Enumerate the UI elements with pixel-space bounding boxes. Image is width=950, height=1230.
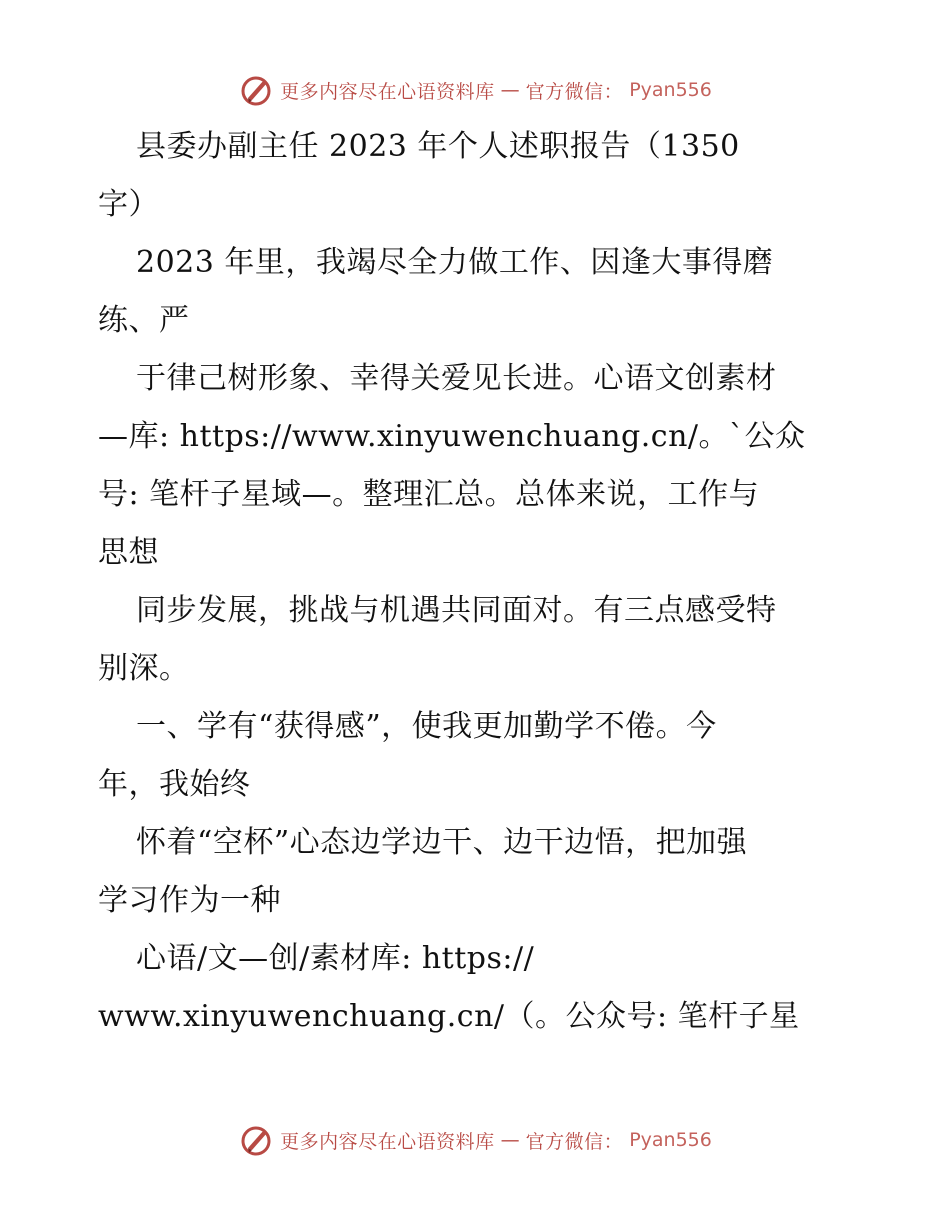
paragraph-line: 心语/文—创/素材库: https:// xyxy=(136,941,535,976)
banner-wechat-id: Pyan556 xyxy=(629,79,712,101)
banner-text: 更多内容尽在心语资料库 xyxy=(280,1130,495,1153)
paragraph-line: 练、严 xyxy=(98,303,190,338)
banner-wechat-label: 官方微信： xyxy=(525,80,624,103)
paragraph-line: 思想 xyxy=(98,535,159,570)
document-title-line: 县委办副主任 2023 年个人述职报告（1350 xyxy=(136,129,740,164)
banner-wechat-label: 官方微信： xyxy=(525,1130,624,1153)
section-heading-line: 一、学有“获得感”，使我更加勤学不倦。今 xyxy=(136,709,717,744)
banner-text: 更多内容尽在心语资料库 xyxy=(280,80,495,103)
banner-separator: — xyxy=(500,79,520,101)
paragraph-line: —库: https://www.xinyuwenchuang.cn/。`公众 xyxy=(98,419,806,454)
paragraph-line: www.xinyuwenchuang.cn/（。公众号: 笔杆子星 xyxy=(98,999,800,1034)
document-body xyxy=(98,118,858,1046)
header-banner xyxy=(0,70,950,110)
footer-banner xyxy=(0,1120,950,1160)
banner-wechat-id: Pyan556 xyxy=(629,1129,712,1151)
paragraph-line: 别深。 xyxy=(98,651,190,686)
quill-logo-icon xyxy=(238,1122,274,1158)
paragraph-line: 于律己树形象、幸得关爱见长进。心语文创素材 xyxy=(136,361,777,396)
document-title-line: 字） xyxy=(98,187,159,222)
paragraph-line: 怀着“空杯”心态边学边干、边干边悟，把加强 xyxy=(136,825,748,860)
paragraph-line: 同步发展，挑战与机遇共同面对。有三点感受特 xyxy=(136,593,777,628)
paragraph-line: 号: 笔杆子星域—。整理汇总。总体来说，工作与 xyxy=(98,477,760,512)
banner-separator: — xyxy=(500,1129,520,1151)
paragraph-line: 年，我始终 xyxy=(98,767,251,802)
paragraph-line: 学习作为一种 xyxy=(98,883,281,918)
paragraph-line: 2023 年里，我竭尽全力做工作、因逢大事得磨 xyxy=(136,245,774,280)
quill-logo-icon xyxy=(238,72,274,108)
